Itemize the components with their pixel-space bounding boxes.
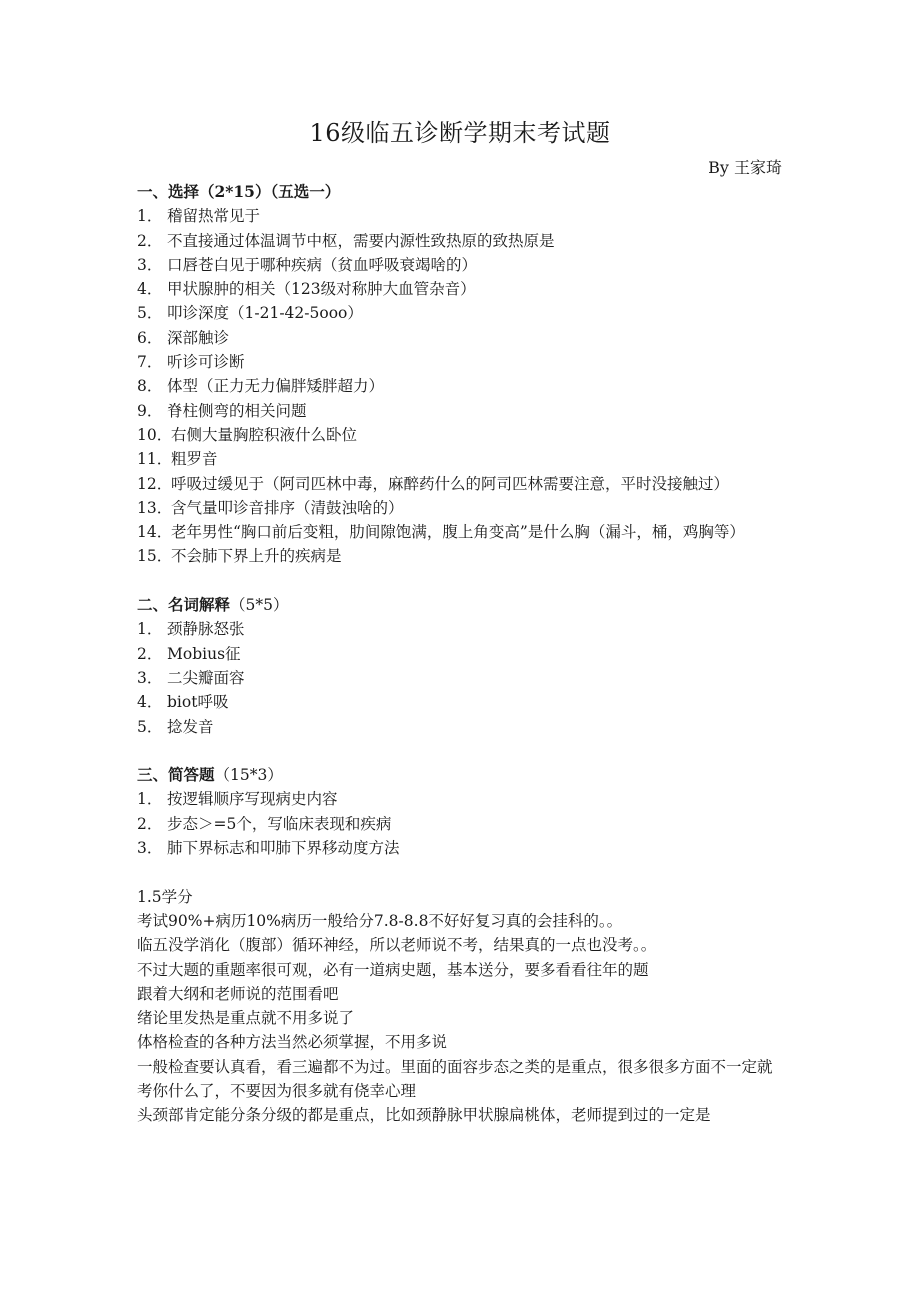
term-question-list	[137, 617, 787, 738]
question-number: 4．	[137, 693, 163, 712]
question-text: 右侧大量胸腔积液什么卧位	[171, 425, 358, 444]
question-text: 不会肺下界上升的疾病是	[171, 547, 342, 566]
question-text: 脊柱侧弯的相关问题	[167, 401, 307, 420]
section-title: 一、选择（2*15）	[137, 182, 271, 201]
question-number: 6．	[137, 328, 163, 347]
section-heading-choice	[137, 180, 787, 204]
question-text: 肺下界标志和叩肺下界移动度方法	[167, 839, 400, 858]
note-paragraph: 考试90%+病历10%病历一般给分7.8-8.8不好好复习真的会挂科的。。	[137, 911, 623, 930]
question-text: 呼吸过缓见于（阿司匹林中毒，麻醉药什么的阿司匹林需要注意，平时没接触过）	[171, 474, 730, 493]
question-item	[137, 350, 787, 374]
spacer	[137, 569, 787, 593]
question-item	[137, 301, 787, 325]
question-item	[137, 642, 787, 666]
question-item	[137, 423, 787, 447]
page-title: 16级临五诊断学期末考试题	[309, 119, 611, 147]
question-item	[137, 787, 787, 811]
question-text: 捻发音	[167, 717, 214, 736]
note-paragraph: 体格检查的各种方法当然必须掌握，不用多说	[137, 1033, 448, 1052]
section-heading-short-answer	[137, 763, 787, 787]
note-paragraph: 1.5学分	[137, 887, 193, 906]
question-text: biot呼吸	[167, 693, 229, 712]
question-text: 听诊可诊断	[167, 353, 245, 372]
note-paragraph: 不过大题的重题率很可观，必有一道病史题，基本送分，要多看看往年的题	[137, 960, 649, 979]
question-number: 3．	[137, 839, 163, 858]
question-number: 1．	[137, 790, 163, 809]
note-paragraph: 绪论里发热是重点就不用多说了	[137, 1009, 355, 1028]
question-item	[137, 204, 787, 228]
question-text: Mobius征	[167, 644, 241, 663]
question-text: 不直接通过体温调节中枢，需要内源性致热原的致热原是	[167, 231, 555, 250]
choice-question-list	[137, 204, 787, 568]
question-item	[137, 472, 787, 496]
question-item	[137, 229, 787, 253]
question-number: 10．	[137, 425, 173, 444]
question-text: 二尖瓣面容	[167, 668, 245, 687]
question-item	[137, 496, 787, 520]
question-text: 口唇苍白见于哪种疾病（贫血呼吸衰竭啥的）	[167, 255, 478, 274]
question-item	[137, 277, 787, 301]
question-item	[137, 666, 787, 690]
question-item	[137, 690, 787, 714]
section-note: （15*3）	[214, 766, 283, 785]
question-number: 14．	[137, 523, 173, 542]
question-text: 按逻辑顺序写现病史内容	[167, 790, 338, 809]
question-text: 步态＞=5个，写临床表现和疾病	[167, 814, 392, 833]
question-text: 叩诊深度（1-21-42-5ooo）	[167, 304, 363, 323]
question-item	[137, 520, 787, 544]
note-paragraph: 跟着大纲和老师说的范围看吧	[137, 984, 339, 1003]
question-number: 12．	[137, 474, 173, 493]
note-paragraph: 临五没学消化（腹部）循环神经，所以老师说不考，结果真的一点也没考。。	[137, 936, 657, 955]
section-title: 二、名词解释	[137, 595, 231, 615]
spacer	[137, 860, 787, 884]
question-text: 老年男性“胸口前后变粗，肋间隙饱满，腹上角变高”是什么胸（漏斗，桶，鸡胸等）	[171, 523, 745, 542]
question-text: 粗罗音	[171, 450, 218, 469]
question-item	[137, 326, 787, 350]
question-number: 2．	[137, 231, 163, 250]
question-text: 颈静脉怒张	[167, 620, 245, 639]
question-number: 15．	[137, 547, 173, 566]
question-number: 4．	[137, 280, 163, 299]
question-item	[137, 374, 787, 398]
note-paragraph: 头颈部肯定能分条分级的都是重点，比如颈静脉甲状腺扁桃体，老师提到过的一定是	[137, 1106, 711, 1125]
question-item	[137, 447, 787, 471]
section-note: （五选一）	[270, 182, 341, 201]
question-number: 8．	[137, 377, 163, 396]
question-item	[137, 836, 787, 860]
question-number: 2．	[137, 644, 163, 663]
question-text: 深部触诊	[167, 328, 230, 347]
question-text: 甲状腺肿的相关（123级对称肿大血管杂音）	[167, 280, 476, 299]
document-body	[137, 180, 787, 1128]
question-number: 5．	[137, 304, 163, 323]
question-number: 1．	[137, 620, 163, 639]
question-number: 7．	[137, 353, 163, 372]
question-number: 3．	[137, 668, 163, 687]
short-answer-question-list	[137, 787, 787, 860]
study-notes	[137, 885, 787, 1128]
question-text: 体型（正力无力偏胖矮胖超力）	[167, 377, 385, 396]
question-number: 13．	[137, 498, 173, 517]
question-number: 2．	[137, 814, 163, 833]
question-text: 稽留热常见于	[167, 207, 261, 226]
question-item	[137, 617, 787, 641]
author-line: By 王家琦	[708, 158, 782, 177]
question-number: 1．	[137, 207, 163, 226]
question-number: 5．	[137, 717, 163, 736]
note-paragraph: 一般检查要认真看，看三遍都不为过。里面的面容步态之类的是重点，很多很多方面不一定就考你什么了，不要因为很多就有侥幸心理	[137, 1057, 773, 1100]
question-number: 9．	[137, 401, 163, 420]
section-heading-terms	[137, 593, 787, 617]
spacer	[137, 739, 787, 763]
question-text: 含气量叩诊音排序（清鼓浊啥的）	[171, 498, 404, 517]
section-note: （5*5）	[230, 596, 289, 615]
question-item	[137, 399, 787, 423]
question-item	[137, 544, 787, 568]
question-item	[137, 253, 787, 277]
question-number: 11．	[137, 450, 173, 469]
question-item	[137, 715, 787, 739]
question-number: 3．	[137, 255, 163, 274]
question-item	[137, 812, 787, 836]
section-title: 三、简答题	[137, 765, 215, 785]
